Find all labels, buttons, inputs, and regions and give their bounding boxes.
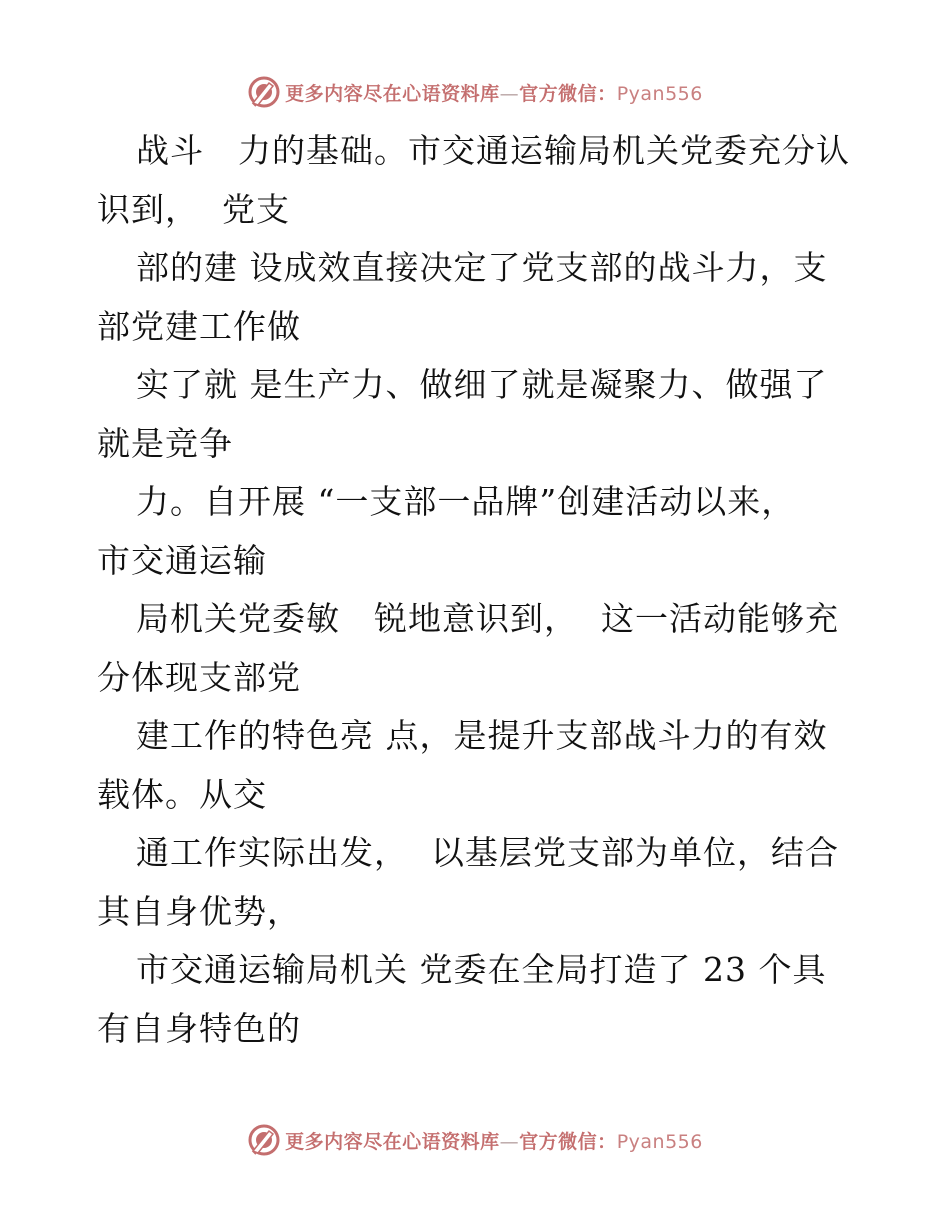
text-line: 实了就 是生产力、做细了就是凝聚力、做强了 bbox=[136, 365, 828, 404]
text-line: 建工作的特色亮 点，是提升支部战斗力的有效 bbox=[136, 716, 828, 755]
document-body bbox=[97, 122, 857, 1058]
text-line: 局机关党委敏 锐地意识到， 这一活动能够充 bbox=[136, 599, 839, 638]
watermark-label: 官方微信： bbox=[519, 1130, 617, 1153]
text-line: 其自身优势， bbox=[97, 891, 301, 931]
watermark-wechat-id: Pyan556 bbox=[616, 82, 703, 105]
header-watermark bbox=[0, 72, 950, 112]
text-line: 通工作实际出发， 以基层党支部为单位，结合 bbox=[136, 833, 839, 872]
watermark-text bbox=[285, 79, 703, 106]
watermark-wechat-id: Pyan556 bbox=[616, 1130, 703, 1153]
text-line: 市交通运输局机关 党委在全局打造了 23 个具 bbox=[136, 950, 827, 989]
text-line: 部的建 设成效直接决定了党支部的战斗力，支 bbox=[136, 248, 828, 287]
footer-watermark bbox=[0, 1120, 950, 1160]
text-line: 市交通运输 bbox=[97, 540, 267, 580]
watermark-main: 更多内容尽在心语资料库 bbox=[285, 1130, 500, 1153]
text-line: 载体。从交 bbox=[97, 774, 267, 814]
text-line: 分体现支部党 bbox=[97, 657, 301, 697]
text-line: 有自身特色的 bbox=[97, 1008, 301, 1048]
text-line: 部党建工作做 bbox=[97, 306, 301, 346]
watermark-main: 更多内容尽在心语资料库 bbox=[285, 82, 500, 105]
text-line: 力。自开展 “一支部一品牌”创建活动以来， bbox=[136, 482, 796, 521]
text-line: 战斗 力的基础。市交通运输局机关党委充分认 bbox=[136, 131, 850, 170]
text-line: 识到， 党支 bbox=[97, 189, 290, 229]
watermark-dash: — bbox=[499, 1130, 520, 1153]
pen-circle-logo-icon bbox=[247, 75, 281, 109]
watermark-dash: — bbox=[499, 82, 520, 105]
text-line: 就是竞争 bbox=[97, 423, 233, 463]
pen-circle-logo-icon bbox=[247, 1123, 281, 1157]
watermark-label: 官方微信： bbox=[519, 82, 617, 105]
watermark-text bbox=[285, 1127, 703, 1154]
